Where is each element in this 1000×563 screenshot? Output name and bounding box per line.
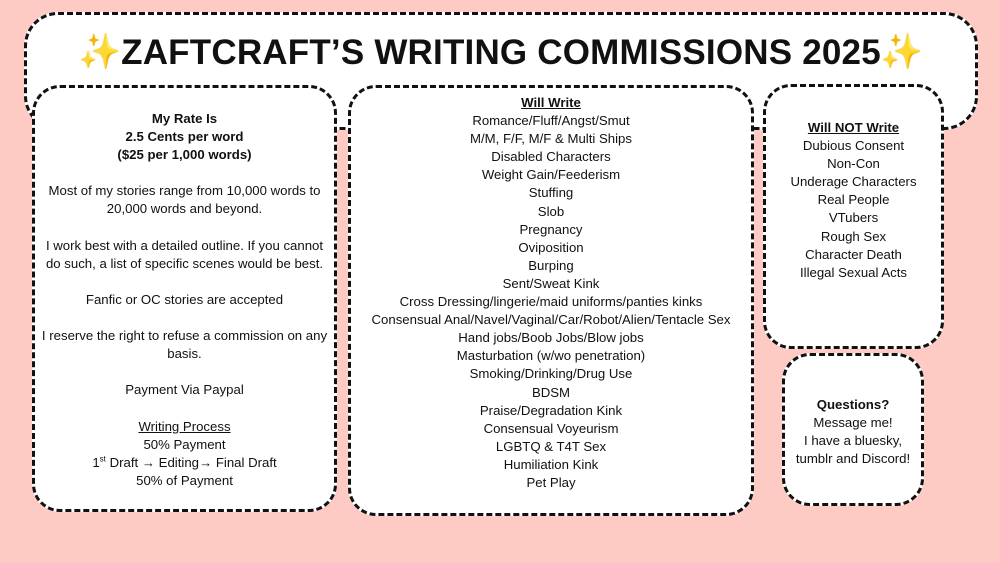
process-step-2-num: 1 [92,454,100,470]
process-step-2-text: Draft → Editing→ Final Draft [105,454,277,470]
list-item: Hand jobs/Boob Jobs/Blow jobs [458,330,644,346]
process-step-3: 50% of Payment [136,472,233,488]
outline-note: I work best with a detailed outline. If you cannot do such, a list of specific scenes would be best. [45,237,324,271]
list-item: Illegal Sexual Acts [799,264,908,280]
questions-panel [782,353,924,506]
sparkle-icon-right: ✨ [880,33,924,71]
questions-line-3: tumblr and Discord! [795,451,911,467]
list-item: Stuffing [528,185,574,201]
list-item: Humiliation Kink [503,456,599,472]
list-item: Oviposition [518,239,584,255]
process-step-2 [35,454,334,472]
list-item: Masturbation (w/wo penetration) [456,348,646,364]
list-item: Burping [528,257,574,273]
will-not-write-heading: Will NOT Write [807,120,900,135]
list-item: Character Death [805,246,902,262]
will-write-heading: Will Write [521,95,581,110]
questions-line-1: Message me! [813,415,893,431]
list-item: Praise/Degradation Kink [479,402,623,418]
will-not-write-list [766,137,941,282]
sparkle-icon-left: ✨ [78,33,122,71]
list-item: Slob [537,203,565,219]
page-title-text: ZAFTCRAFT’S WRITING COMMISSIONS 2025 [121,33,881,72]
payment-method: Payment Via Paypal [125,382,244,398]
will-write-panel [348,85,754,516]
questions-line-2: I have a bluesky, [804,433,902,449]
list-item: Consensual Voyeurism [483,420,619,436]
list-item: VTubers [828,210,879,226]
list-item: Disabled Characters [491,149,611,165]
list-item: Non-Con [827,156,880,172]
writing-process-heading: Writing Process [138,418,231,434]
list-item: Weight Gain/Feederism [481,167,621,183]
will-not-write-panel [763,84,944,349]
accepted-stories-note: Fanfic or OC stories are accepted [85,291,284,307]
list-item: Underage Characters [790,174,917,190]
list-item: Smoking/Drinking/Drug Use [469,366,633,382]
questions-heading: Questions? [816,397,890,412]
list-item: Romance/Fluff/Angst/Smut [472,113,630,129]
list-item: Real People [817,192,890,208]
list-item: Cross Dressing/lingerie/maid uniforms/panties kinks [399,294,703,310]
list-item: LGBTQ & T4T Sex [495,438,607,454]
page-title [27,32,975,73]
story-length-note: Most of my stories range from 10,000 words to 20,000 words and beyond. [48,183,321,217]
refuse-note: I reserve the right to refuse a commission on any basis. [41,328,328,362]
list-item: Rough Sex [820,228,887,244]
process-step-1: 50% Payment [143,436,226,452]
list-item: Pregnancy [519,221,583,237]
list-item: Dubious Consent [802,138,905,154]
rate-per-thousand: ($25 per 1,000 words) [117,147,252,163]
will-write-list [351,112,751,492]
rate-heading: My Rate Is [151,111,218,126]
list-item: Pet Play [526,474,576,490]
list-item: BDSM [531,384,571,400]
list-item: Sent/Sweat Kink [502,275,600,291]
list-item: M/M, F/F, M/F & Multi Ships [470,131,632,147]
rate-info-panel [32,85,337,512]
process-step-2-sup: st [99,454,106,464]
list-item: Consensual Anal/Navel/Vaginal/Car/Robot/Alien/Tentacle Sex [371,312,731,328]
rate-per-word: 2.5 Cents per word [125,129,244,145]
